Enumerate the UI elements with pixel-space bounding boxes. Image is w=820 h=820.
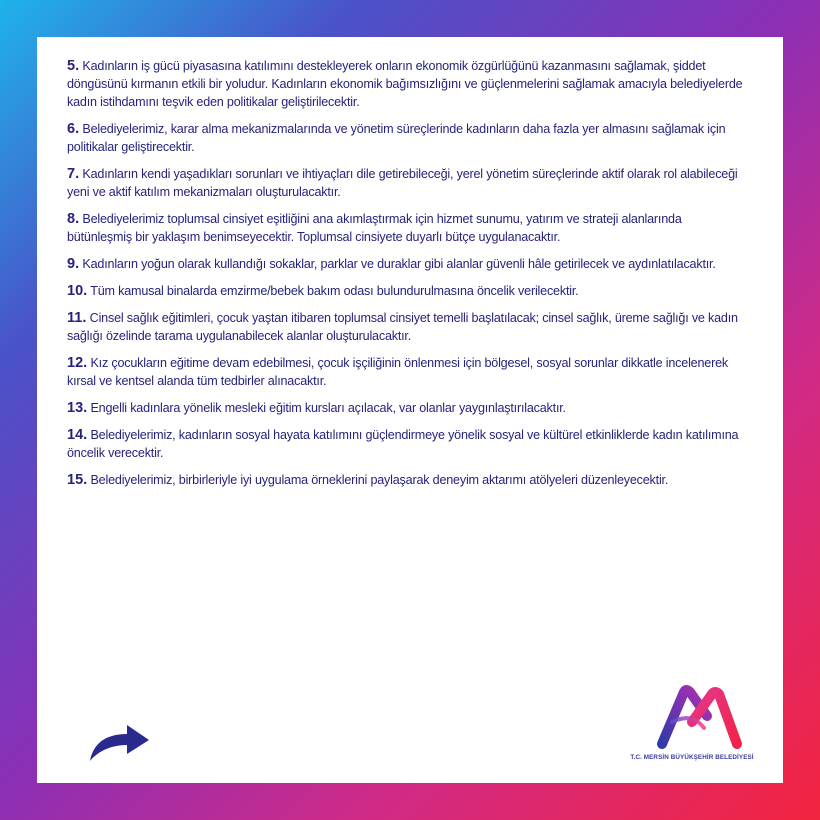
item-number: 9. — [67, 256, 80, 272]
item-number: 14. — [67, 427, 88, 443]
item-text: Belediyelerimiz, birbirleriyle iyi uygulama örneklerini paylaşarak deneyim aktarımı atölyeleri düzenleyecektir. — [90, 473, 669, 487]
item-number: 12. — [67, 355, 88, 371]
item-text: Engelli kadınlara yönelik mesleki eğitim kursları açılacak, var olanlar yaygınlaştırılacaktır. — [90, 401, 566, 415]
curved-arrow-right-icon — [87, 720, 151, 762]
item-text: Belediyelerimiz, kadınların sosyal hayata katılımını güçlendirmeye yönelik sosyal ve kültürel etkinliklerde kadın katılımına öncelik verecektir. — [67, 428, 739, 460]
item-number: 10. — [67, 283, 88, 299]
item-text: Kadınların yoğun olarak kullandığı sokaklar, parklar ve duraklar gibi alanlar güvenli hâle getirilecek ve aydınlatılacaktır. — [82, 257, 716, 271]
list-item — [67, 165, 747, 201]
item-text: Cinsel sağlık eğitimleri, çocuk yaştan itibaren toplumsal cinsiyet temelli başlatılacak; cinsel sağlık, üreme sağlığı ve kadın sağlığı özelinde tarama uygulanabilecek alanlar oluşturulacaktır. — [67, 311, 738, 343]
list-item — [67, 399, 747, 417]
item-text: Kadınların iş gücü piyasasına katılımını destekleyerek onların ekonomik özgürlüğünü kazanmasını sağlamak, şiddet döngüsünü kırmanın etkili bir yoludur. Kadınların ekonomik bağımsızlığını ve güçlenmelerini sağlamak amacıyla belediyelerde kadın istihdamını teşvik eden politikalar geliştirilecektir. — [67, 59, 743, 109]
item-number: 11. — [67, 310, 87, 326]
logo-caption: T.C. MERSİN BÜYÜKŞEHİR BELEDİYESİ — [630, 754, 754, 761]
list-item — [67, 120, 747, 156]
list-item — [67, 282, 747, 300]
list-item — [67, 57, 747, 111]
item-text: Belediyelerimiz, karar alma mekanizmalarında ve yönetim süreçlerinde kadınların daha fazla yer almasını sağlamak için politikalar geliştirecektir. — [67, 122, 726, 154]
list-item — [67, 354, 747, 390]
item-number: 5. — [67, 58, 80, 74]
item-number: 6. — [67, 121, 80, 137]
list-item — [67, 471, 747, 489]
mersin-logo — [612, 682, 772, 767]
policy-list — [67, 57, 747, 498]
next-arrow-button[interactable] — [87, 720, 151, 762]
item-number: 7. — [67, 166, 80, 182]
list-item — [67, 426, 747, 462]
list-item — [67, 210, 747, 246]
list-item — [67, 309, 747, 345]
item-text: Tüm kamusal binalarda emzirme/bebek bakım odası bulundurulmasına öncelik verilecektir. — [90, 284, 579, 298]
list-item — [67, 255, 747, 273]
content-card — [37, 37, 783, 783]
item-number: 8. — [67, 211, 80, 227]
item-text: Kadınların kendi yaşadıkları sorunları ve ihtiyaçları dile getirebileceği, yerel yönetim süreçlerinde aktif olarak rol alabileceği yeni ve aktif katılım mekanizmaları oluşturulacaktır. — [67, 167, 738, 199]
item-text: Belediyelerimiz toplumsal cinsiyet eşitliğini ana akımlaştırmak için hizmet sunumu, yatırım ve strateji alanlarında bütünleşmiş bir yaklaşım benimseyecektir. Toplumsal cinsiyete duyarlı bütçe uygulanacaktır. — [67, 212, 682, 244]
item-number: 15. — [67, 472, 88, 488]
item-number: 13. — [67, 400, 88, 416]
item-text: Kız çocukların eğitime devam edebilmesi, çocuk işçiliğinin önlenmesi için bölgesel, sosyal sorunlar dikkatle incelenerek kırsal ve kentsel alanda tüm tedbirler alınacaktır. — [67, 356, 728, 388]
mersin-m-logo-icon — [612, 682, 772, 752]
